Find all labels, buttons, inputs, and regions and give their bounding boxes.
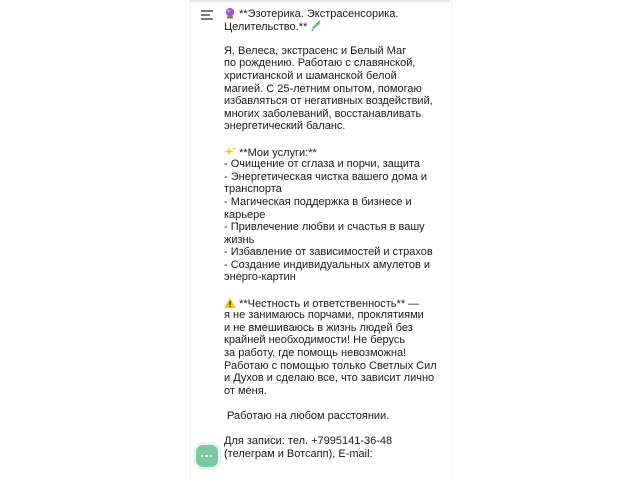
post-title-line1: **Эзотерика. Экстрасенсорика. xyxy=(224,7,446,20)
honesty-line: Работаю с помощью только Светлых Сил xyxy=(224,359,437,372)
intro-line: многих заболеваний, восстанавливать xyxy=(224,107,422,120)
honesty-line: от меня. xyxy=(224,384,267,397)
services-heading: **Мои услуги:** xyxy=(224,146,446,159)
honesty-line: и Духов и сделаю все, что зависит лично xyxy=(224,372,435,385)
service-line: - Избавление от зависимостей и страхов xyxy=(224,246,433,259)
herb-icon xyxy=(310,20,322,36)
service-line: карьере xyxy=(224,208,266,221)
contact-line: (телеграм и Вотсапп), E-mail: xyxy=(224,447,373,460)
service-line: транспорта xyxy=(224,183,282,196)
intro-line: христианской и шаманской белой xyxy=(224,69,397,82)
post-title-line2: Целительство.** xyxy=(224,20,446,33)
chat-bubble-icon[interactable] xyxy=(196,445,218,467)
honesty-line: и не вмешиваюсь в жизнь людей без xyxy=(224,321,413,334)
remote-line: Работаю на любом расстоянии. xyxy=(224,410,390,422)
hamburger-icon[interactable] xyxy=(201,10,213,20)
contact-line: Для записи: тел. +7995141-36-48 xyxy=(224,435,393,448)
intro-line: энергетический баланс. xyxy=(224,120,346,133)
honesty-line: я не занимаюсь порчами, проклятиями xyxy=(224,309,424,322)
honesty-line: за работу, где помощь невозможна! xyxy=(224,347,407,360)
honesty-line: крайней необходимости! Не берусь xyxy=(224,334,406,347)
service-line: жизнь xyxy=(224,233,255,246)
service-line: - Создание индивидуальных амулетов и xyxy=(224,258,431,271)
honesty-heading: **Честность и ответственность** — xyxy=(224,297,446,310)
intro-line: Я, Велеса, экстрасенс и Белый Маг xyxy=(224,44,407,57)
service-line: - Энергетическая чистка вашего дома и xyxy=(224,170,427,183)
service-line: - Привлечение любви и счастья в вашу xyxy=(224,221,425,234)
service-line: - Магическая поддержка в бизнесе и xyxy=(224,195,412,208)
intro-line: по рождению. Работаю с славянской, xyxy=(224,57,416,70)
top-divider xyxy=(190,0,450,2)
intro-line: магией. С 25-летним опытом, помогаю xyxy=(224,82,422,95)
service-line: - Очищение от сглаза и порчи, защита xyxy=(224,158,420,171)
intro-line: избавляться от негативных воздействий, xyxy=(224,95,433,108)
service-line: энерго-картин xyxy=(224,271,296,284)
post-content xyxy=(224,7,446,460)
